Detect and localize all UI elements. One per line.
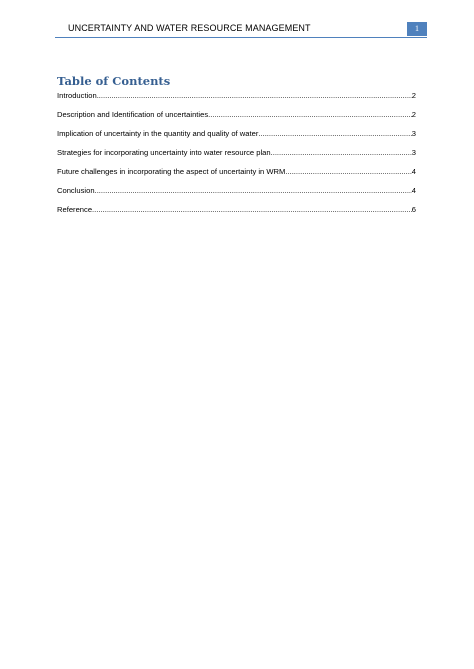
- toc-heading: Table of Contents: [57, 74, 171, 88]
- toc-entry-conclusion[interactable]: [57, 185, 416, 204]
- toc-dot-leader: [258, 128, 411, 140]
- toc-entry-reference[interactable]: [57, 204, 416, 223]
- toc-entry-implication[interactable]: [57, 128, 416, 147]
- header-title: UNCERTAINTY AND WATER RESOURCE MANAGEMENT: [68, 23, 311, 33]
- toc-entry-page: 4: [411, 186, 416, 195]
- page-number-badge: 1: [407, 22, 427, 36]
- toc-entry-title: Strategies for incorporating uncertainty into water resource plan: [57, 148, 271, 157]
- toc-entry-page: 2: [411, 91, 416, 100]
- toc-entry-description[interactable]: [57, 109, 416, 128]
- toc-entry-title: Reference: [57, 205, 93, 214]
- toc-entry-page: 3: [411, 148, 416, 157]
- toc-entry-page: 4: [411, 167, 416, 176]
- toc-entry-page: 6: [411, 205, 416, 214]
- toc-dot-leader: [271, 147, 412, 159]
- toc-dot-leader: [95, 185, 412, 197]
- header-divider: [55, 37, 427, 38]
- toc-dot-leader: [92, 204, 412, 216]
- toc-dot-leader: [285, 166, 411, 178]
- toc-entry-future-challenges[interactable]: [57, 166, 416, 185]
- toc-entry-introduction[interactable]: [57, 90, 416, 109]
- toc-dot-leader: [97, 90, 412, 102]
- toc-entry-title: Implication of uncertainty in the quantity and quality of water: [57, 129, 259, 138]
- toc-entry-title: Conclusion: [57, 186, 95, 195]
- toc-entry-title: Introduction: [57, 91, 97, 100]
- toc-entry-title: Future challenges in incorporating the aspect of uncertainty in WRM: [57, 167, 286, 176]
- toc-entry-page: 3: [411, 129, 416, 138]
- page-header: [55, 22, 427, 36]
- toc-dot-leader: [208, 109, 412, 121]
- toc-entry-title: Description and Identification of uncertainties: [57, 110, 209, 119]
- toc-entry-strategies[interactable]: [57, 147, 416, 166]
- toc-entry-page: 2: [411, 110, 416, 119]
- table-of-contents: [57, 90, 416, 223]
